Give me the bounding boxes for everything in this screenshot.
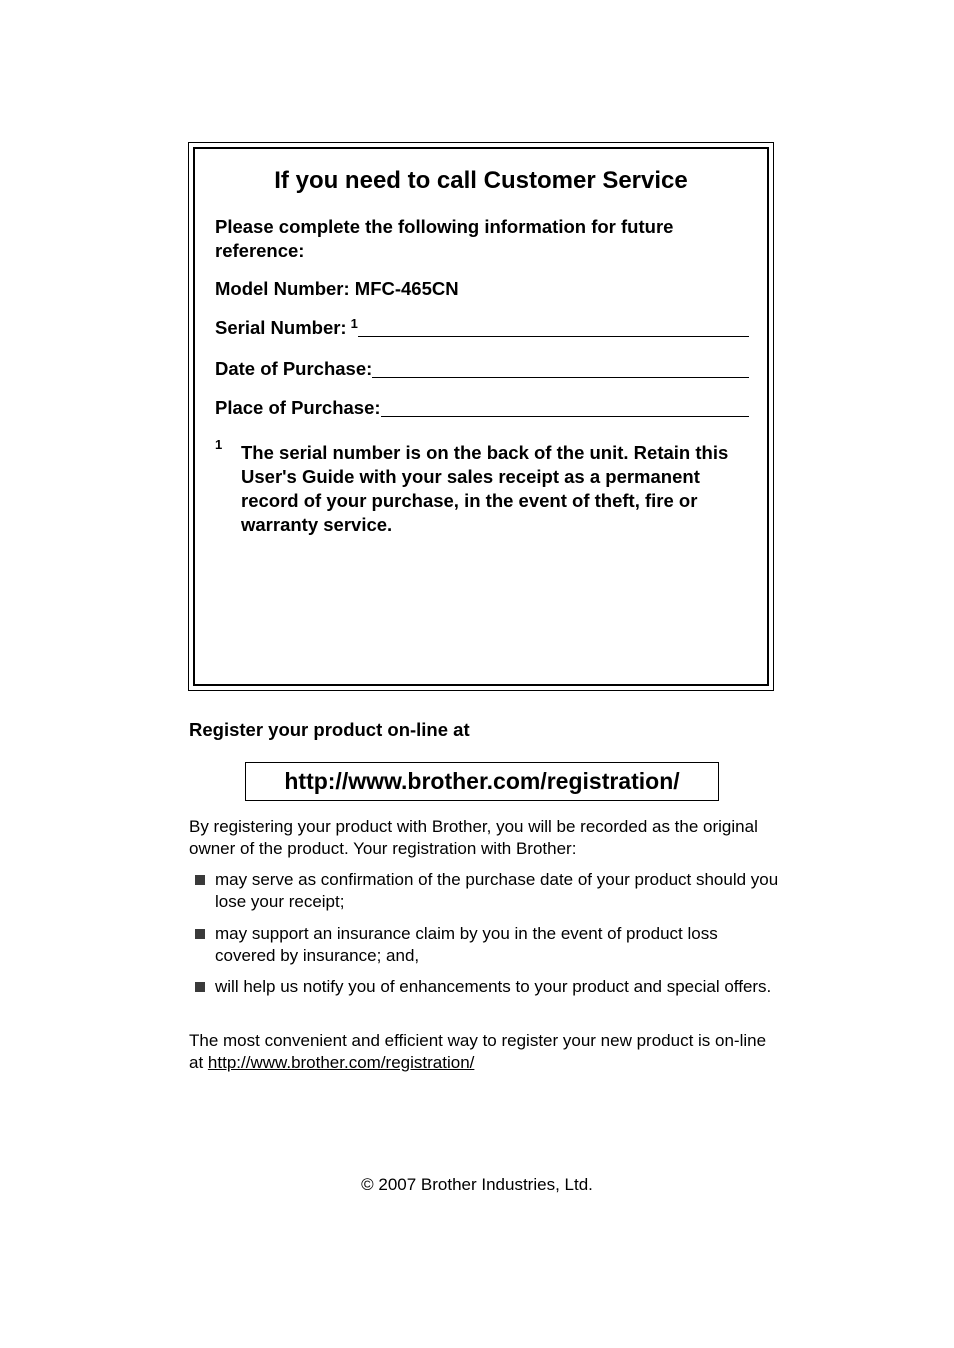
box-title: If you need to call Customer Service	[274, 167, 688, 194]
place-of-purchase-field[interactable]	[381, 415, 749, 417]
serial-number-field[interactable]	[358, 335, 749, 337]
serial-number-row	[215, 317, 749, 339]
footnote-mark: 1	[215, 437, 223, 452]
date-of-purchase-label: Date of Purchase:	[215, 358, 373, 379]
model-number: Model Number: MFC-465CN	[215, 278, 459, 299]
list-item	[195, 976, 779, 998]
copyright: © 2007 Brother Industries, Ltd.	[361, 1175, 593, 1194]
date-of-purchase-row	[215, 358, 749, 380]
serial-footnote-ref: 1	[350, 316, 358, 331]
square-bullet-icon	[195, 982, 205, 992]
footnote-text: The serial number is on the back of the unit. Retain this User's Guide with your sales receipt as a permanent record of your purchase, in the event of theft, fire or warranty service.	[241, 442, 729, 535]
list-item	[195, 923, 779, 967]
closing-paragraph	[189, 1030, 779, 1074]
closing-text: The most convenient and efficient way to register your new product is on-line at	[189, 1031, 767, 1072]
place-of-purchase-row	[215, 397, 749, 419]
intro-text: Please complete the following information for future reference:	[215, 216, 674, 261]
serial-number-label: Serial Number:	[215, 317, 347, 338]
registration-url[interactable]: http://www.brother.com/registration/	[245, 762, 719, 801]
registration-link[interactable]: http://www.brother.com/registration/	[207, 1053, 475, 1072]
customer-service-box	[188, 142, 774, 691]
date-of-purchase-field[interactable]	[372, 376, 749, 378]
square-bullet-icon	[195, 929, 205, 939]
bullet-text: may support an insurance claim by you in the event of product loss covered by insurance; and,	[215, 924, 718, 965]
bullet-text: may serve as confirmation of the purchase date of your product should you lose your receipt;	[215, 870, 779, 911]
registration-paragraph: By registering your product with Brother, you will be recorded as the original owner of the product. Your registration with Brother:	[189, 817, 758, 858]
place-of-purchase-label: Place of Purchase:	[215, 397, 381, 418]
square-bullet-icon	[195, 875, 205, 885]
bullet-text: will help us notify you of enhancements to your product and special offers.	[215, 977, 772, 996]
register-heading: Register your product on-line at	[189, 719, 470, 740]
customer-service-box-inner	[193, 147, 769, 686]
list-item	[195, 869, 779, 913]
